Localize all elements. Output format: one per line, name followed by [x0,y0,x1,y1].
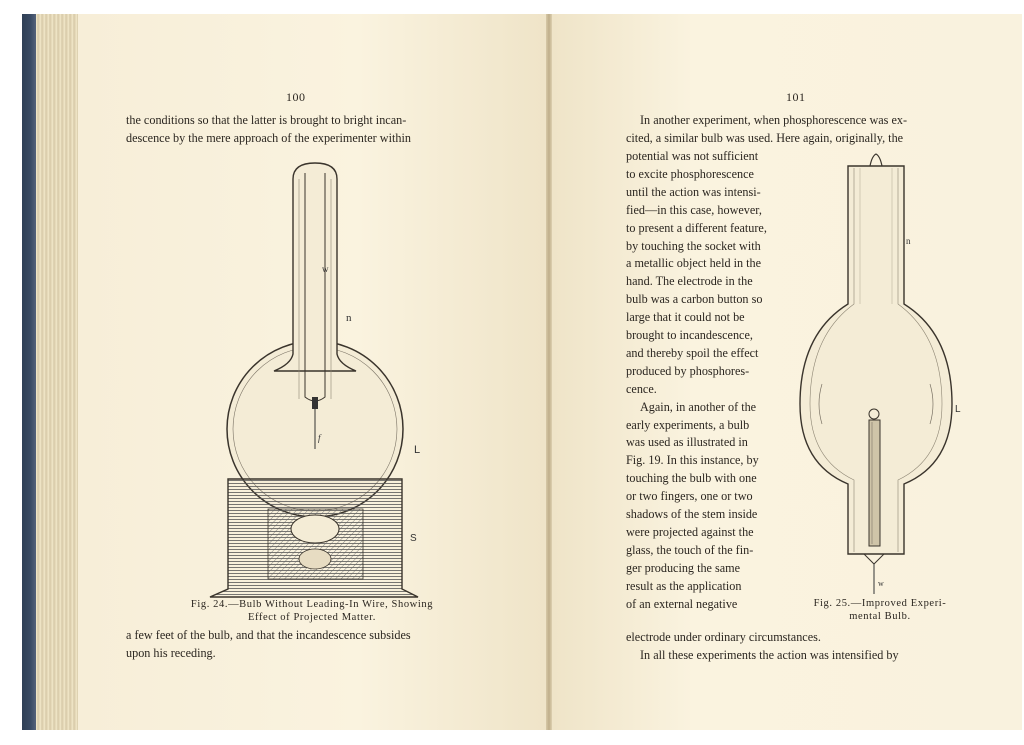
figure-label-w: w [878,579,884,588]
text-line: upon his receding. [126,646,216,660]
right-page [552,14,1022,730]
text-line: early experiments, a bulb [626,417,750,432]
figure-caption-line: Fig. 24.—Bulb Without Leading-In Wire, Showing [190,599,434,610]
text-line: cence. [626,381,657,396]
text-line: In all these experiments the action was intensified by [640,648,899,662]
figure-24-bulb-without-leading-in-wire [188,149,488,609]
figure-label-n: n [346,312,352,324]
text-line: glass, the touch of the fin- [626,542,754,557]
open-book [22,14,1022,730]
text-line: shadows of the stem inside [626,507,758,521]
book-cover-edge [22,14,36,730]
text-line: to excite phosphorescence [626,166,754,181]
figure-caption-line: Effect of Projected Matter. [248,612,376,623]
text-line: or two fingers, one or two [626,489,753,504]
text-line: by touching the socket with [626,238,761,253]
figure-label-f: f [318,433,321,443]
figure-label-w: w [322,264,329,274]
text-line: produced by phosphores- [626,363,750,378]
text-line: a metallic object held in the [626,256,762,271]
text-line: cited, a similar bulb was used. Here again, originally, the [626,131,904,145]
figure-label-l: L [414,444,421,456]
text-line: fied—in this case, however, [626,202,762,217]
text-line: until the action was intensi- [626,184,761,199]
text-line: electrode under ordinary circumstances. [626,630,821,644]
text-line: result as the application [626,578,742,593]
text-line: brought to incandescence, [626,328,753,342]
left-page [78,14,546,730]
text-line: and thereby spoil the effect [626,345,759,360]
text-line: a few feet of the bulb, and that the incandescence subsides [126,628,411,642]
figure-caption-line: mental Bulb. [849,611,911,622]
text-line: to present a different feature, [626,220,767,235]
figure-caption-line: Fig. 25.—Improved Experi- [813,598,947,609]
text-line: descence by the mere approach of the experimenter within [126,131,411,145]
text-line: was used as illustrated in [626,435,748,450]
text-line: potential was not sufficient [626,149,759,163]
text-line: touching the bulb with one [626,471,757,486]
figure-25-improved-experimental-bulb [782,154,982,594]
page-number: 100 [286,90,306,104]
text-line: bulb was a carbon button so [626,292,763,307]
text-line: hand. The electrode in the [626,274,753,289]
text-line: of an external negative [626,596,738,611]
page-number: 101 [786,90,806,104]
text-line: Again, in another of the [640,399,757,414]
figure-label-l: L [955,404,961,415]
text-line: In another experiment, when phosphorescence was ex- [640,113,908,127]
page-edges [36,14,78,730]
text-line: Fig. 19. In this instance, by [626,453,759,468]
text-line: were projected against the [626,524,754,539]
text-line: the conditions so that the latter is brought to bright incan- [126,113,407,127]
figure-label-s: S [410,533,417,544]
text-line: large that it could not be [626,310,745,325]
figure-label-n: n [906,236,911,246]
text-line: ger producing the same [626,560,741,575]
